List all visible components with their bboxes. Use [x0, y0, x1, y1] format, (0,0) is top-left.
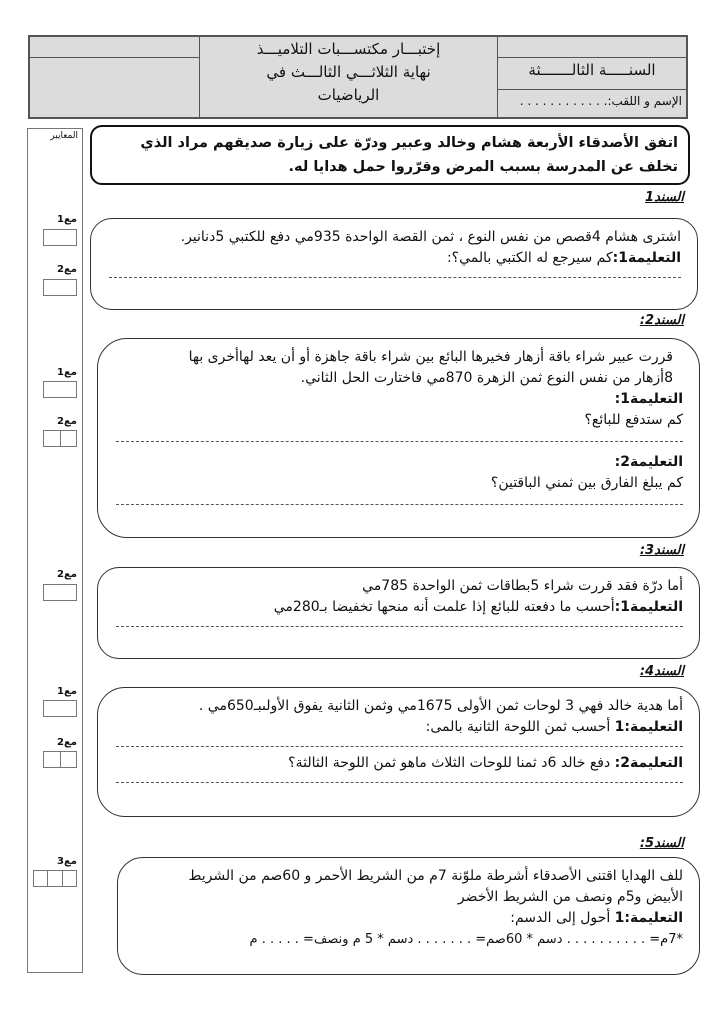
instruction-text: كم يبلغ الفارق بين ثمني الباقتين؟ — [490, 475, 683, 491]
instruction-label: التعليمة:1 — [614, 719, 683, 735]
mark-label: مع3 — [57, 856, 77, 867]
section-5-box — [117, 857, 700, 975]
section-4-title: السند4: — [639, 664, 684, 679]
section-5-text-line-1: للف الهدايا اقتنى الأصدقاء أشرطة ملوّنة 7م من الشريط الأحمر و 60صم من الشريط — [188, 868, 683, 884]
exam-title-line-3: الرياضيات — [317, 86, 380, 104]
mark-label: مع1 — [57, 367, 77, 378]
header-table — [28, 35, 688, 119]
instruction-text: أحسب ثمن اللوحة الثانية بالمى: — [425, 719, 615, 735]
header-left-cell — [30, 37, 200, 117]
answer-line[interactable] — [116, 504, 683, 505]
mark-label: مع2 — [57, 264, 77, 275]
conversion-exercise[interactable]: *7م= . . . . . . . . . . دسم * 60صم= . . . . . . . دسم * 5 م ونصف= . . . . . م — [249, 932, 683, 947]
section-2-text-line-2: 8أزهار من نفس النوع ثمن الزهرة 870مي فاختارت الحل الثاني. — [300, 370, 673, 386]
mark-box[interactable] — [43, 584, 77, 601]
instruction-text: كم ستدفع للبائع؟ — [584, 412, 683, 428]
section-4-text: أما هدية خالد فهي 3 لوحات ثمن الأولى 1675مي وثمن الثانية يفوق الأولىبـ650مي . — [198, 698, 683, 714]
section-2-text-line-1: قررت عبير شراء باقة أزهار فخيرها البائع بين شراء باقة جاهزة أو أن يعد لهاأخرى بها — [188, 349, 673, 365]
section-3-box — [97, 567, 700, 659]
instruction-label: التعليمة1: — [612, 250, 681, 266]
section-2-box — [97, 338, 700, 538]
mark-label: مع2 — [57, 416, 77, 427]
mark-label: مع1 — [57, 214, 77, 225]
mark-box[interactable] — [43, 430, 77, 447]
intro-text: اتفق الأصدقاء الأربعة هشام وخالد وعبير ودرّة على زيارة صديقهم مراد الذي تخلف عن المدرسة بسبب المرض وقرّروا حمل هدايا له. — [90, 125, 690, 185]
section-5-text-line-2: الأبيض و5م ونصف من الشريط الأخضر — [457, 889, 683, 905]
section-1-text: اشترى هشام 4قصص من نفس النوع ، ثمن القصة الواحدة 935مي دفع للكتبي 5دنانير. — [180, 229, 681, 245]
instruction-text: أحسب ما دفعته للبائع إذا علمت أنه منحها تخفيضا بـ280مي — [273, 599, 615, 615]
mark-box[interactable] — [43, 381, 77, 398]
exam-title — [200, 37, 498, 117]
grade-level: السنـــــة الثالـــــــثة — [528, 61, 656, 79]
criteria-column — [27, 128, 83, 973]
criteria-title: المعايير — [50, 131, 78, 141]
section-5-title: السند5: — [639, 836, 684, 851]
instruction-label: التعليمة:1 — [614, 910, 683, 926]
answer-line[interactable] — [116, 746, 683, 747]
section-2-title: السند2: — [639, 313, 684, 328]
mark-box[interactable] — [43, 279, 77, 296]
mark-box[interactable] — [43, 229, 77, 246]
mark-label: مع2 — [57, 569, 77, 580]
section-4-box — [97, 687, 700, 817]
instruction-text: دفع خالد 6د ثمنا للوحات الثلاث ماهو ثمن اللوحة الثالثة؟ — [288, 755, 615, 771]
section-1-title: السند1 — [645, 190, 684, 205]
mark-box[interactable] — [43, 751, 77, 768]
section-3-text: أما درّة فقد قررت شراء 5بطاقات ثمن الواحدة 785مي — [362, 578, 683, 594]
mark-box[interactable] — [33, 870, 77, 887]
exam-title-line-1: إختبـــار مكتســـبات التلاميـــذ — [256, 40, 441, 58]
student-name-field[interactable]: الإسم و اللقب:. . . . . . . . . . . . — [519, 94, 682, 108]
instruction-label: التعليمة1: — [614, 599, 683, 615]
mark-box[interactable] — [43, 700, 77, 717]
section-3-title: السند3: — [639, 543, 684, 558]
header-right-cell — [498, 37, 686, 117]
instruction-label: التعليمة2: — [614, 755, 683, 771]
instruction-text: أحول إلى الدسم: — [510, 910, 615, 926]
answer-line[interactable] — [116, 441, 683, 442]
answer-line[interactable] — [116, 782, 683, 783]
instruction-label: التعليمة1: — [614, 391, 683, 407]
instruction-label: التعليمة2: — [614, 454, 683, 470]
answer-line[interactable] — [116, 626, 683, 627]
answer-line[interactable] — [109, 277, 681, 278]
instruction-text: كم سيرجع له الكتبي بالمي؟: — [446, 250, 613, 266]
section-1-box — [90, 218, 698, 310]
mark-label: مع2 — [57, 737, 77, 748]
mark-label: مع1 — [57, 686, 77, 697]
exam-title-line-2: نهاية الثلاثـــي الثالـــث في — [266, 63, 431, 81]
